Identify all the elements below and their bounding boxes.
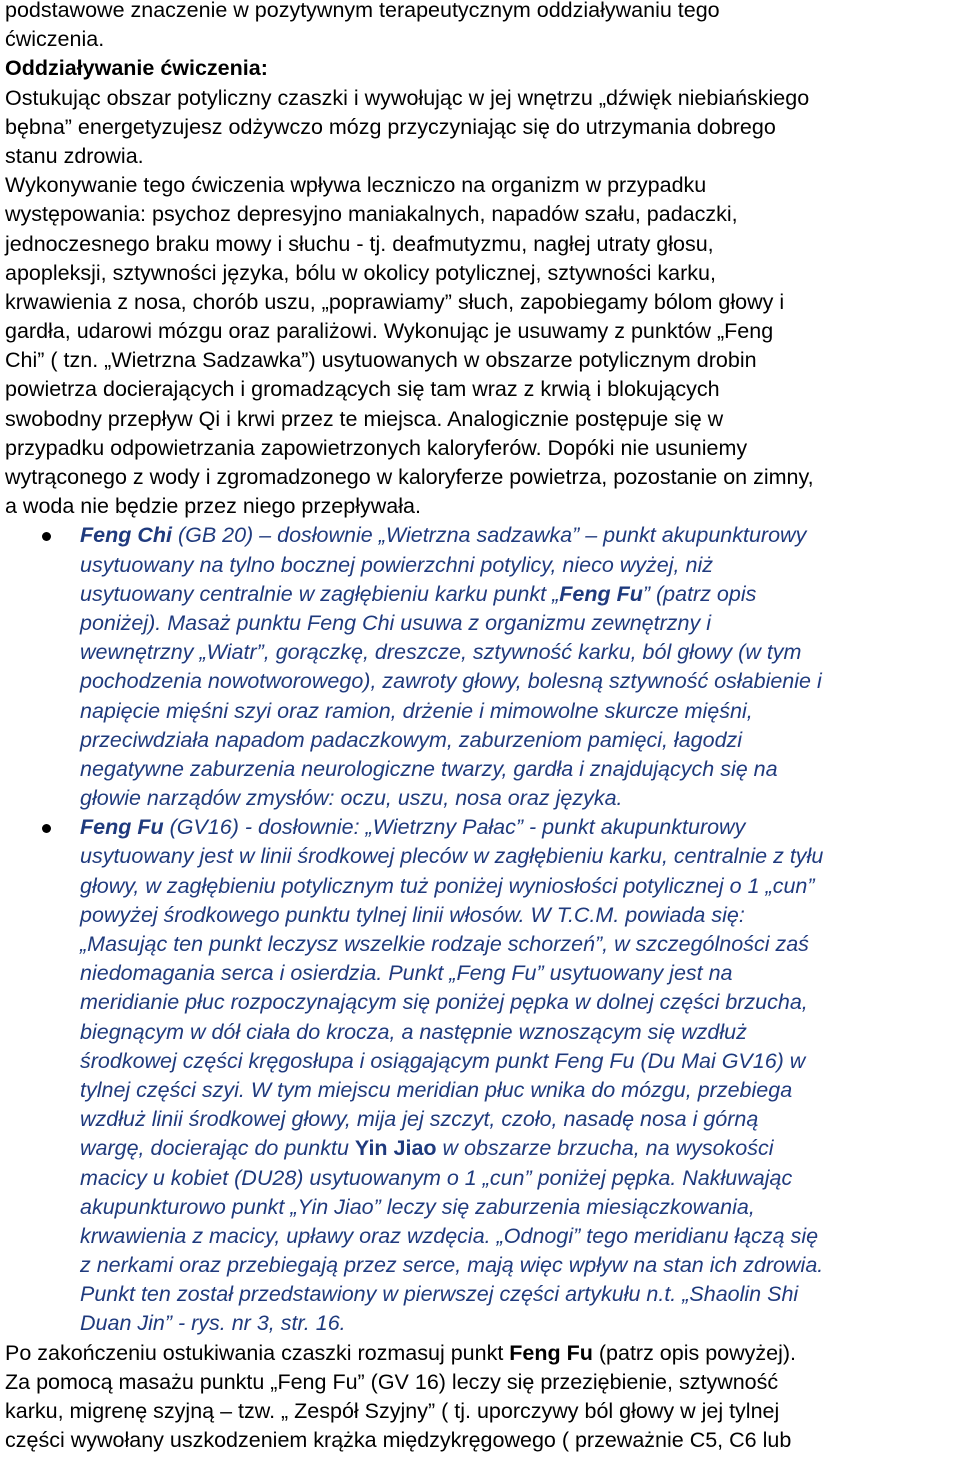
text-line: z nerkami oraz przebiegają przez serce, mają więc wpływ na stan ich zdrowia. xyxy=(80,1253,824,1278)
text-line: swobodny przepływ Qi i krwi przez te miejsca. Analogicznie postępuje się w xyxy=(5,406,724,431)
text-line: biegnącym w dół ciała do krocza, a następnie wznoszącym się wzdłuż xyxy=(80,1019,747,1044)
text-line: przeciwdziała napadom padaczkowym, zaburzeniom pamięci, łagodzi xyxy=(80,727,743,752)
text-line: wewnętrzny „Wiatr”, gorączkę, dreszcze, sztywność karku, ból głowy (w tym xyxy=(80,640,802,665)
text-line: wzdłuż linii środkowej głowy, mija jej szczyt, czoło, nasadę nosa i górną xyxy=(80,1107,759,1132)
text-line: „Masując ten punkt leczysz wszelkie rodzaje schorzeń”, w szczególności zaś xyxy=(80,932,809,956)
text-line: powietrza docierających i gromadzących się tam wraz z krwią i blokujących xyxy=(5,377,720,402)
text-line: tylnej części szyi. W tym miejscu meridian płuc wnika do mózgu, przebiega xyxy=(80,1077,793,1102)
text-line: gardła, udarowi mózgu oraz paraliżowi. Wykonując je usuwamy z punktów „Feng xyxy=(5,319,774,344)
text-line: macicy u kobiet (DU28) usytuowanym o 1 „cun” poniżej pępka. Nakłuwając xyxy=(80,1165,793,1190)
text-line xyxy=(80,813,960,842)
text-line: poniżej). Masaż punktu Feng Chi usuwa z organizmu zewnętrzny i xyxy=(80,610,711,635)
bullet-dot-icon xyxy=(42,532,51,541)
text-line: akupunkturowo punkt „Yin Jiao” leczy się zaburzenia miesiączkowania, xyxy=(80,1194,755,1219)
text-line: Za pomocą masażu punktu „Feng Fu” (GV 16) leczy się przeziębienie, sztywność xyxy=(5,1369,779,1394)
text-line: niedomagania serca i osierdzia. Punkt „Feng Fu” usytuowany jest na xyxy=(80,961,733,986)
text-line: apopleksji, sztywności języka, bólu w okolicy potylicznej, sztywności karku, xyxy=(5,260,716,285)
text-line: Ostukując obszar potyliczny czaszki i wywołując w jej wnętrzu „dźwięk niebiańskiego xyxy=(5,85,810,110)
text-line xyxy=(80,580,960,609)
text-line: Punkt ten został przedstawiony w pierwszej części artykułu n.t. „Shaolin Shi xyxy=(80,1282,799,1307)
text-line: meridianie płuc rozpoczynającym się poniżej pępka w dolnej części brzucha, xyxy=(80,990,808,1015)
term-feng-chi: Feng Chi xyxy=(80,523,172,548)
bullet-dot-icon xyxy=(42,824,51,833)
text-line: głowie narządów zmysłów: oczu, uszu, nosa oraz języka. xyxy=(80,786,623,811)
text-line: jednoczesnego braku mowy i słuchu - tj. deafmutyzmu, nagłej utraty głosu, xyxy=(5,231,714,256)
text-span: (GB 20) – dosłownie „Wietrzna sadzawka” – punkt akupunkturowy xyxy=(171,523,807,548)
text-line: stanu zdrowia. xyxy=(5,143,144,168)
text-line xyxy=(80,521,960,550)
text-span: w obszarze brzucha, na wysokości xyxy=(436,1136,774,1161)
text-line: krwawienia z macicy, upławy oraz wzdęcia. „Odnogi” tego meridianu łączą się xyxy=(80,1223,819,1248)
text-line: części wywołany uszkodzeniem krążka międzykręgowego ( przeważnie C5, C6 lub xyxy=(5,1428,792,1453)
text-line: karku, migrenę szyjną – tzw. „ Zespół Szyjny” ( tj. uporczywy ból głowy w jej tylnej xyxy=(5,1399,780,1423)
text-line: środkowej części kręgosłupa i osiągającym punkt Feng Fu (Du Mai GV16) w xyxy=(80,1048,806,1073)
text-line: ćwiczenia. xyxy=(5,27,105,52)
bullet-item-feng-fu xyxy=(5,813,960,1338)
bullet-item-feng-chi xyxy=(5,521,960,813)
text-span: (patrz opis powyżej). xyxy=(592,1340,797,1365)
section-heading: Oddziaływanie ćwiczenia: xyxy=(5,56,268,81)
text-span: (GV16) - dosłownie: „Wietrzny Pałac” - punkt akupunkturowy xyxy=(163,815,746,840)
text-line: występowania: psychoz depresyjno maniakalnych, napadów szału, padaczki, xyxy=(5,202,738,227)
term-feng-fu: Feng Fu xyxy=(559,581,643,606)
body-paragraph xyxy=(5,84,960,522)
text-span: Po zakończeniu ostukiwania czaszki rozmasuj punkt xyxy=(5,1340,510,1365)
text-line xyxy=(5,1339,960,1368)
text-line: wytrąconego z wody i zgromadzonego w kaloryferze powietrza, pozostanie on zimny, xyxy=(5,465,814,489)
text-span: usytuowany centralnie w zagłębieniu karku punkt „ xyxy=(80,581,560,606)
text-line: Wykonywanie tego ćwiczenia wpływa leczniczo na organizm w przypadku xyxy=(5,173,707,198)
term-feng-fu: Feng Fu xyxy=(80,815,164,840)
text-line: przypadku odpowietrzania zapowietrzonych kaloryferów. Dopóki nie usuniemy xyxy=(5,435,748,460)
text-span: wargę, docierając do punktu xyxy=(80,1136,355,1161)
text-line: usytuowany jest w linii środkowej pleców w zagłębieniu karku, centralnie z tyłu xyxy=(80,844,824,869)
text-line: głowy, w zagłębieniu potylicznym tuż poniżej wyniosłości potylicznej o 1 „cun” xyxy=(80,873,815,898)
text-line xyxy=(80,1134,960,1163)
text-line: pochodzenia nowotworowego), zawroty głowy, bolesną sztywność osłabienie i xyxy=(80,669,822,694)
text-line: negatywne zaburzenia neurologiczne twarzy, gardła i znajdujących się na xyxy=(80,756,778,781)
text-line: Duan Jin” - rys. nr 3, str. 16. xyxy=(80,1311,346,1336)
text-line: powyżej środkowego punktu tylnej linii włosów. W T.C.M. powiada się: xyxy=(80,902,745,927)
closing-paragraph xyxy=(5,1339,960,1456)
text-line: podstawowe znaczenie w pozytywnym terapeutycznym oddziaływaniu tego xyxy=(5,0,720,22)
text-line: a woda nie będzie przez niego przepływała. xyxy=(5,494,421,519)
text-line: bębna” energetyzujesz odżywczo mózg przyczyniając się do utrzymania dobrego xyxy=(5,114,776,139)
text-line: usytuowany na tylno bocznej powierzchni potylicy, nieco wyżej, niż xyxy=(80,552,713,577)
text-line: napięcie mięśni szyi oraz ramion, drżenie i mimowolne skurcze mięśni, xyxy=(80,698,753,723)
intro-paragraph xyxy=(5,0,960,54)
text-line: krwawienia z nosa, chorób uszu, „poprawiamy” słuch, zapobiegamy bólom głowy i xyxy=(5,289,785,314)
text-span: ” (patrz opis xyxy=(642,581,757,606)
term-yin-jiao: Yin Jiao xyxy=(354,1136,437,1161)
term-feng-fu: Feng Fu xyxy=(509,1340,593,1365)
text-line: Chi” ( tzn. „Wietrzna Sadzawka”) usytuowanych w obszarze potylicznym drobin xyxy=(5,348,757,373)
